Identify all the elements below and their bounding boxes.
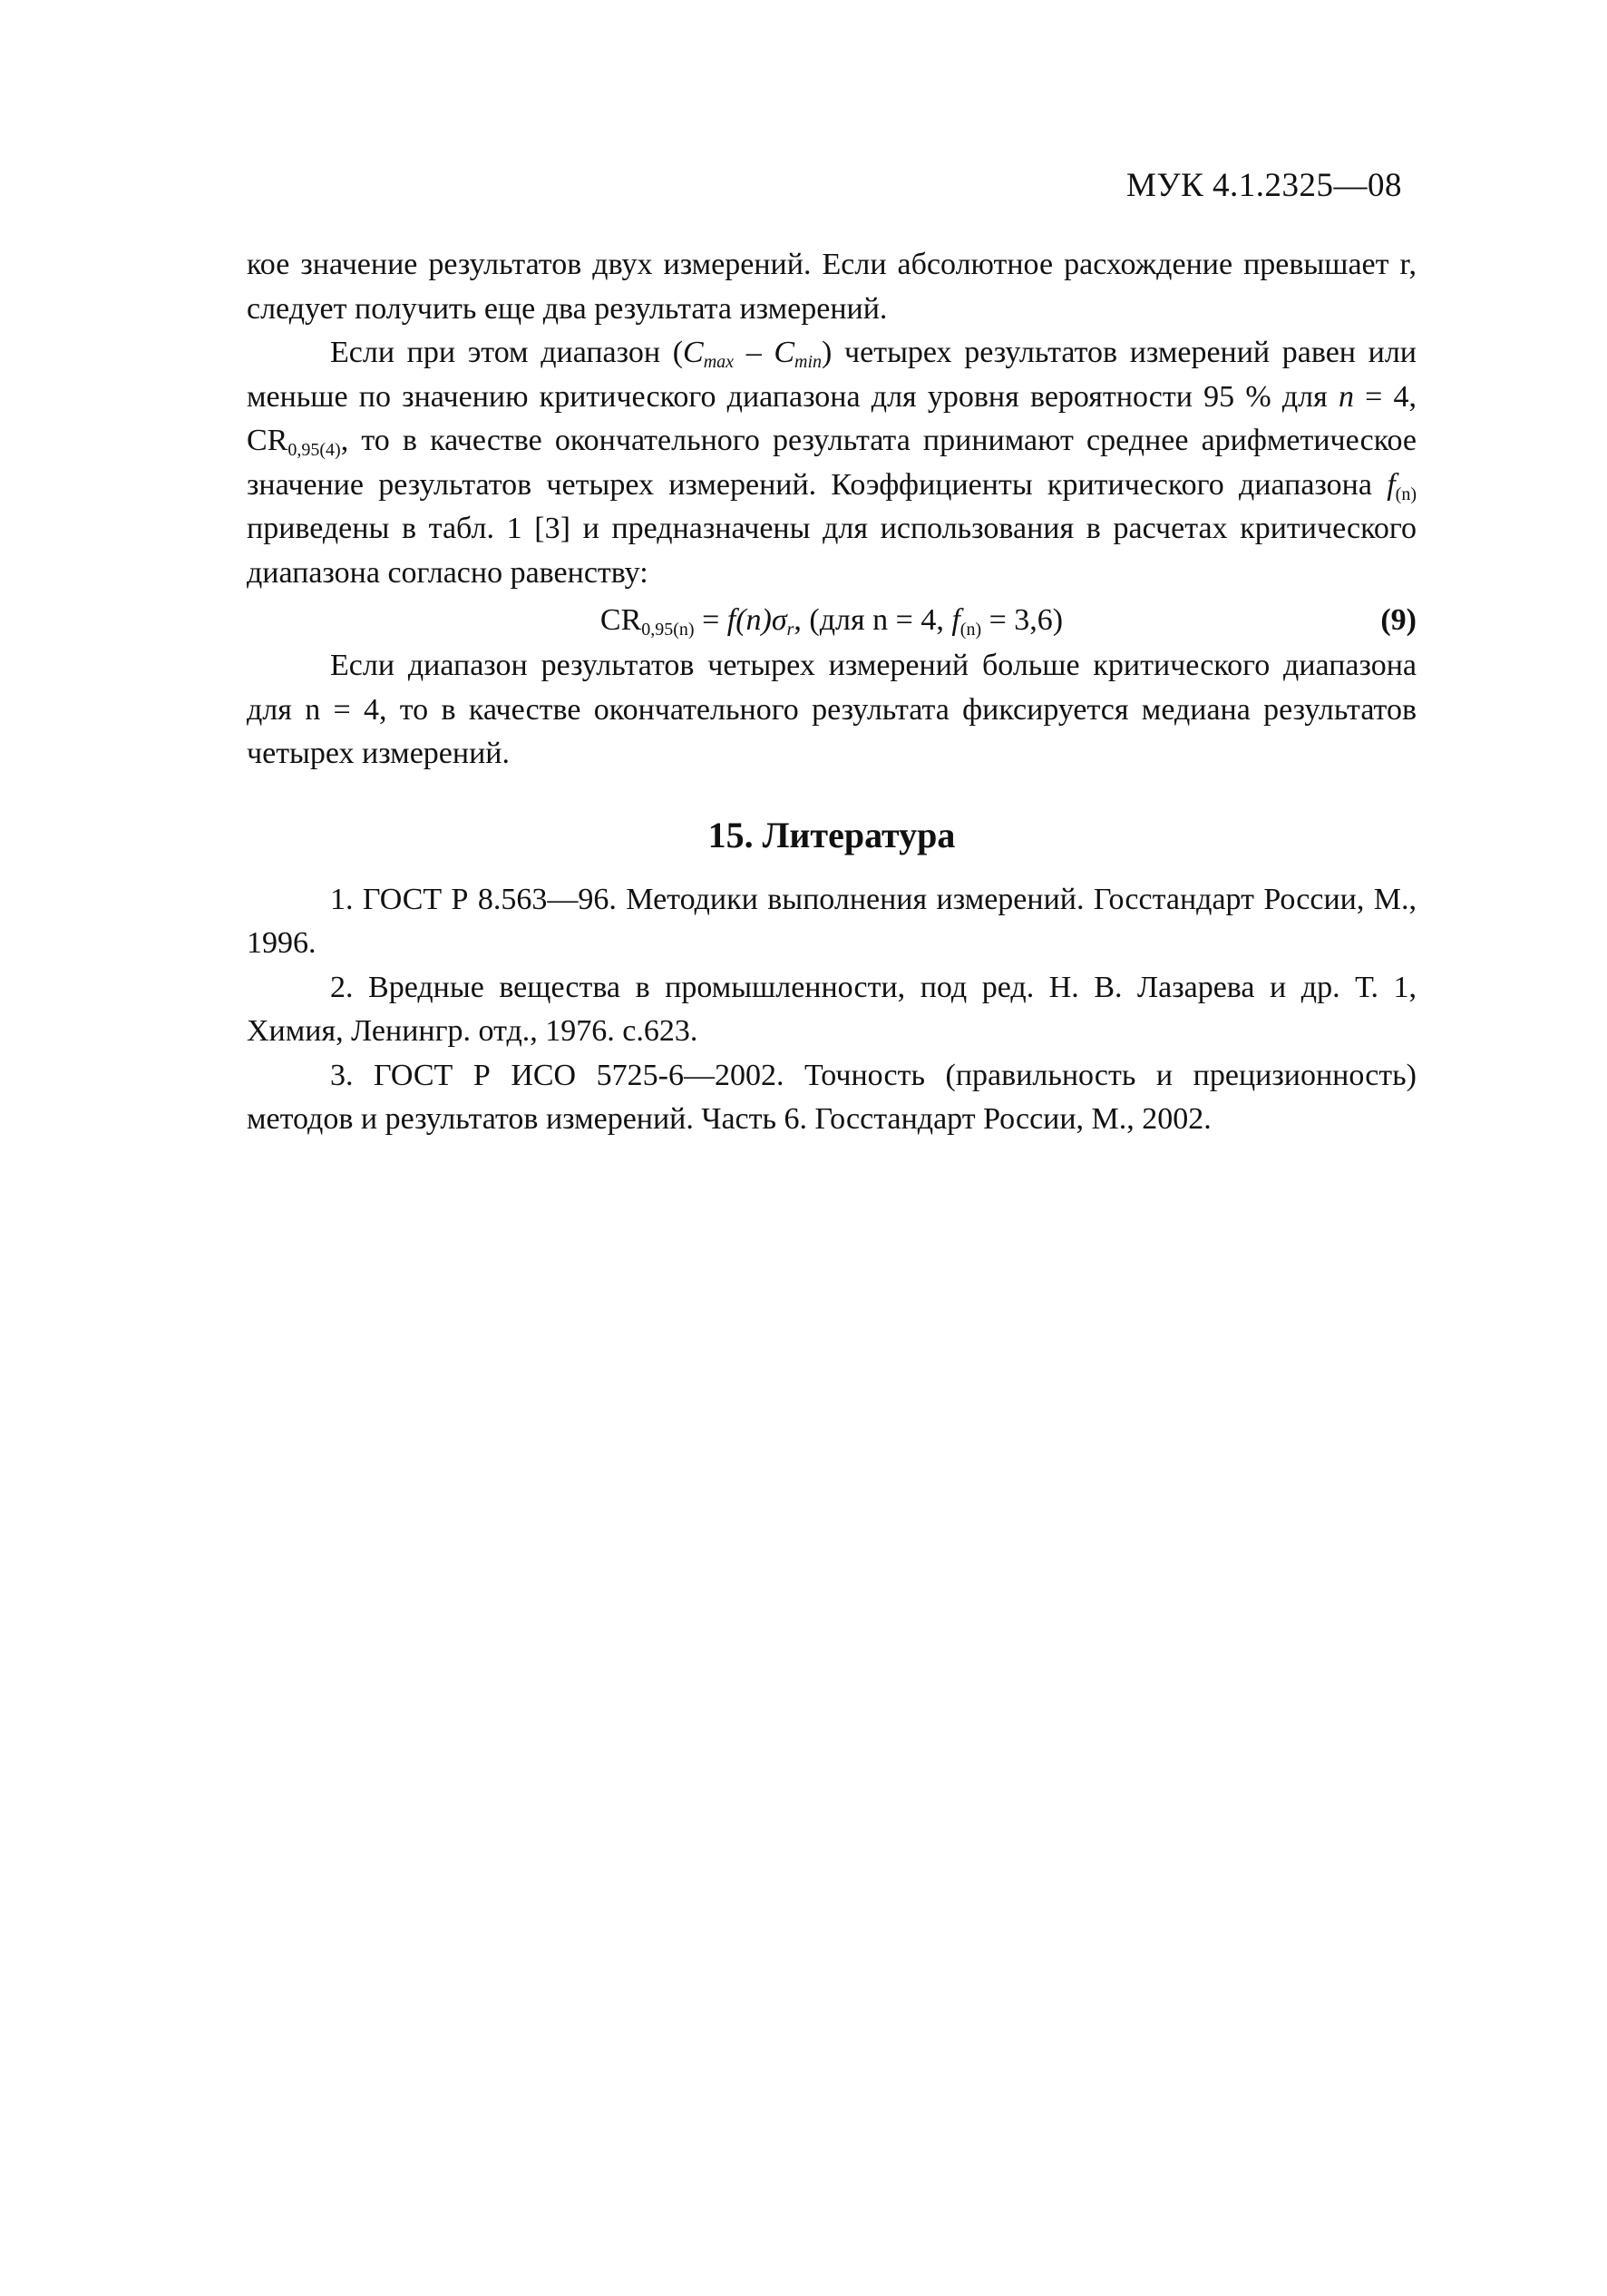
formula-number: (9) — [1380, 603, 1417, 637]
body-text — [247, 243, 1417, 1142]
paragraph-continuation: кое значение результатов двух измерений. Если абсолютное расхождение превышает r, следует получить еще два результата измерений. — [247, 248, 1417, 326]
reference-item: 2. Вредные вещества в промышленности, под ред. Н. В. Лазарева и др. Т. 1, Химия, Ленингр. отд., 1976. с.623. — [247, 970, 1417, 1048]
reference-item: 1. ГОСТ Р 8.563—96. Методики выполнения измерений. Госстандарт России, М., 1996. — [247, 882, 1417, 960]
paragraph-median: Если диапазон результатов четырех измерений больше критического диапазона для n = 4, то в качестве окончательного результата фиксируется медиана результатов четырех измерений. — [247, 649, 1417, 770]
paragraph-range-criterion: Если при этом диапазон $(C_{max} - C_{min})$ четырех результатов измерений равен или меньше по значению критического диапазона для уровня вероятности 95 % для n = 4, $CR_{0,95(4)}$, то в качестве окончательного результата принимают среднее арифметическое значение результатов четырех измерений. Коэффициенты критического диапазона $f_{(n)}$ приведены в табл. 1 [3] и предназначены для использования в расчетах критического диапазона согласно равенству: — [247, 336, 1417, 590]
reference-item: 3. ГОСТ Р ИСО 5725-6—2002. Точность (правильность и прецизионность) методов и результатов измерений. Часть 6. Госстандарт России, М., 2002. — [247, 1058, 1417, 1136]
section-title-literature: 15. Литература — [707, 814, 956, 855]
formula-9 — [247, 597, 1417, 644]
page-header-doc-code: МУК 4.1.2325—08 — [1125, 167, 1402, 204]
formula-expression: $CR_{0,95(n)} = f(n)\sigma_r$, (для n = 4, $f_{(n)} = 3,6$) — [599, 603, 1064, 640]
